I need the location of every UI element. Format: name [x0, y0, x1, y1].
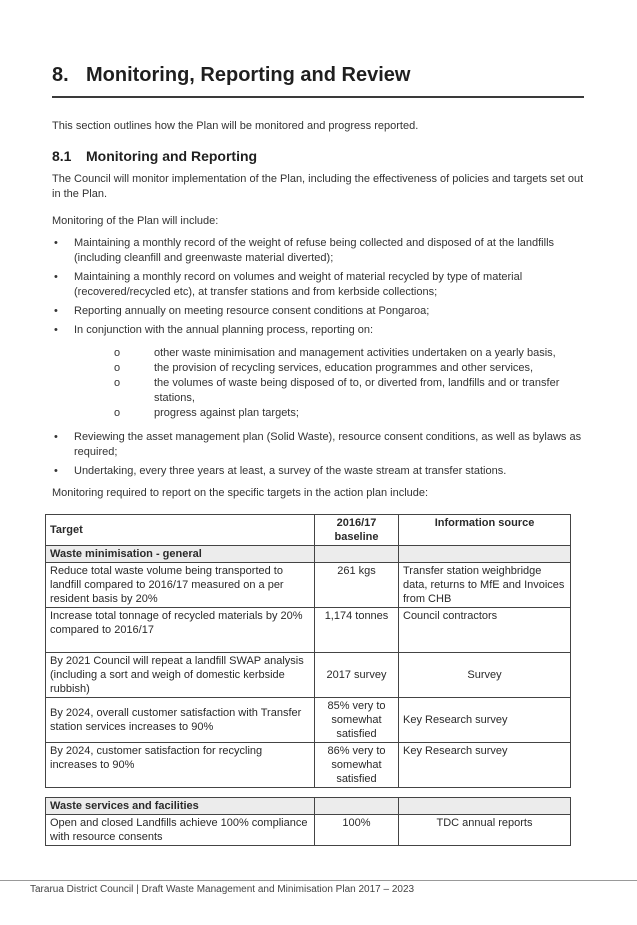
bullet-icon: •: [54, 271, 58, 283]
list-item: • Reporting annually on meeting resource consent conditions at Pongaroa;: [54, 305, 430, 317]
table-header-row: [46, 515, 571, 546]
source-cell: Key Research survey: [399, 698, 571, 743]
baseline-cell: 86% very to somewhat satisfied: [315, 743, 399, 788]
subsection-number: 8.1: [52, 148, 72, 164]
heading-divider: [52, 96, 584, 98]
table-section-row: [46, 798, 571, 815]
col-header-baseline: 2016/17 baseline: [315, 515, 399, 546]
table-row: [46, 563, 571, 608]
target-cell: Increase total tonnage of recycled materials by 20% compared to 2016/17: [46, 608, 315, 653]
sub-list-item: o other waste minimisation and management activities undertaken on a yearly basis,: [114, 347, 556, 359]
table-row: [46, 698, 571, 743]
subsection-title: Monitoring and Reporting: [86, 148, 258, 164]
circle-bullet-icon: o: [114, 377, 121, 389]
paragraph-2: Monitoring of the Plan will include:: [52, 215, 219, 227]
section-number: 8.: [52, 64, 69, 86]
circle-bullet-icon: o: [114, 407, 121, 419]
baseline-cell: 261 kgs: [315, 563, 399, 608]
list-item: • Maintaining a monthly record on volumes and weight of material recycled by type of material (recovered/recycled etc), at transfer stations and from kerbside collections;: [54, 271, 523, 298]
page-footer: Tararua District Council | Draft Waste Management and Minimisation Plan 2017 – 2023: [30, 884, 415, 895]
bullet-icon: •: [54, 465, 58, 477]
col-header-target: Target: [46, 515, 315, 546]
target-cell: By 2021 Council will repeat a landfill SWAP analysis (including a sort and weigh of domestic kerbside rubbish): [46, 653, 315, 698]
table-row: [46, 608, 571, 653]
bullet-icon: •: [54, 324, 58, 336]
baseline-cell: 100%: [315, 815, 399, 846]
list-item: • Undertaking, every three years at least, a survey of the waste stream at transfer stations.: [54, 465, 507, 477]
target-cell: Reduce total waste volume being transported to landfill compared to 2016/17 measured on a per resident basis by 20%: [46, 563, 315, 608]
circle-bullet-icon: o: [114, 362, 121, 374]
circle-bullet-icon: o: [114, 347, 121, 359]
section-heading: [52, 64, 410, 87]
footer-divider: [0, 880, 637, 881]
sub-list-item: o progress against plan targets;: [114, 407, 299, 419]
source-cell: Transfer station weighbridge data, returns to MfE and Invoices from CHB: [399, 563, 571, 608]
subsection-heading: [52, 148, 257, 164]
sub-list-item: o the volumes of waste being disposed of to, or diverted from, landfills and or transfer stations,: [114, 377, 560, 404]
bullet-icon: •: [54, 237, 58, 249]
list-item: • Maintaining a monthly record of the weight of refuse being collected and disposed of at the landfills (including cleanfill and greenwaste material diverted);: [54, 237, 555, 264]
target-cell: By 2024, customer satisfaction for recycling increases to 90%: [46, 743, 315, 788]
source-cell: Key Research survey: [399, 743, 571, 788]
services-table: [45, 797, 571, 846]
targets-table: [45, 514, 571, 788]
table-row: [46, 743, 571, 788]
sub-list-item: o the provision of recycling services, education programmes and other services,: [114, 362, 534, 374]
paragraph-3: Monitoring required to report on the specific targets in the action plan include:: [52, 487, 429, 499]
target-cell: By 2024, overall customer satisfaction with Transfer station services increases to 90%: [46, 698, 315, 743]
source-cell: TDC annual reports: [399, 815, 571, 846]
baseline-cell: 1,174 tonnes: [315, 608, 399, 653]
section-title: Monitoring, Reporting and Review: [86, 64, 411, 86]
table-section-row: [46, 546, 571, 563]
col-header-source: Information source: [399, 515, 571, 546]
section-label: Waste services and facilities: [46, 798, 315, 815]
bullet-list-a: [52, 236, 584, 342]
source-cell: Council contractors: [399, 608, 571, 653]
table-row: [46, 815, 571, 846]
bullet-icon: •: [54, 305, 58, 317]
table-row: [46, 653, 571, 698]
target-cell: Open and closed Landfills achieve 100% compliance with resource consents: [46, 815, 315, 846]
baseline-cell: 85% very to somewhat satisfied: [315, 698, 399, 743]
list-item: • Reviewing the asset management plan (Solid Waste), resource consent conditions, as well as bylaws as required;: [54, 431, 582, 458]
source-cell: Survey: [399, 653, 571, 698]
intro-paragraph: This section outlines how the Plan will be monitored and progress reported.: [52, 120, 419, 132]
section-label: Waste minimisation - general: [46, 546, 315, 563]
sub-bullet-list: [108, 346, 584, 421]
list-item: • In conjunction with the annual planning process, reporting on:: [54, 324, 374, 336]
baseline-cell: 2017 survey: [315, 653, 399, 698]
bullet-list-b: [52, 430, 584, 483]
paragraph-1: The Council will monitor implementation of the Plan, including the effectiveness of policies and targets set out in the Plan.: [52, 173, 584, 200]
bullet-icon: •: [54, 431, 58, 443]
